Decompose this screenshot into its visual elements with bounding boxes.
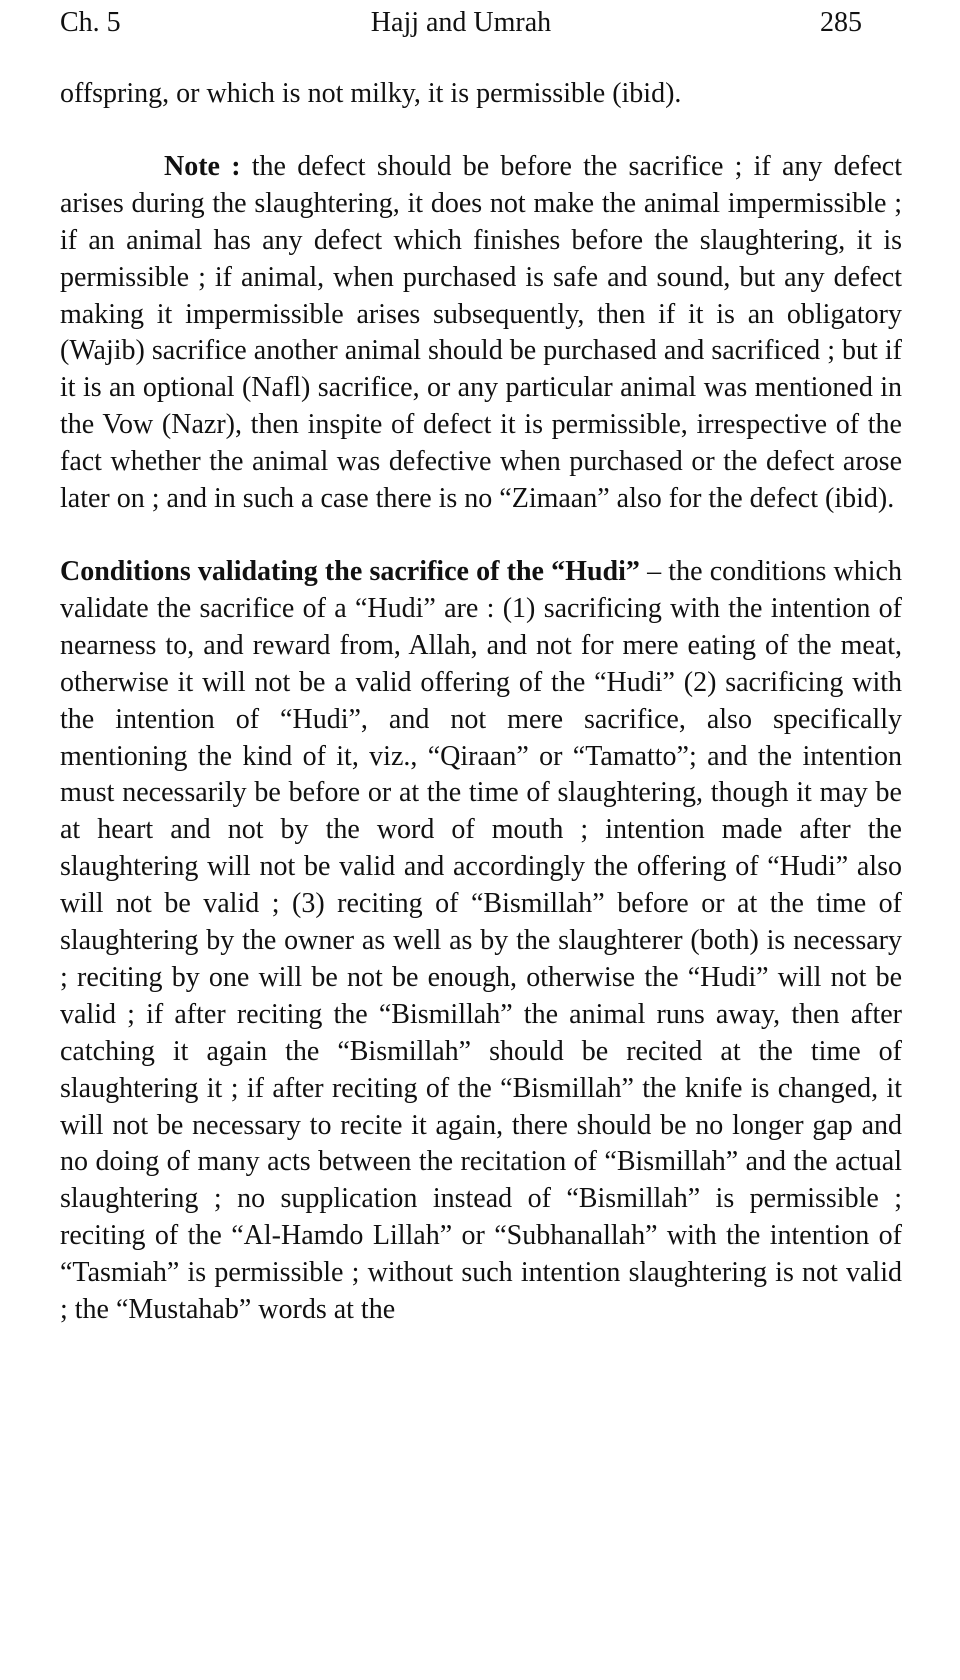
note-label: Note : bbox=[164, 150, 241, 182]
running-title: Hajj and Umrah bbox=[370, 7, 552, 38]
chapter-label: Ch. 5 bbox=[60, 7, 121, 38]
continued-paragraph bbox=[60, 76, 902, 113]
continued-paragraph-text: offspring, or which is not milky, it is permissible (ibid). bbox=[60, 78, 682, 109]
note-paragraph bbox=[60, 149, 902, 518]
page-number: 285 bbox=[820, 7, 862, 38]
running-header bbox=[60, 6, 862, 40]
conditions-paragraph bbox=[60, 554, 902, 1329]
conditions-heading: Conditions validating the sacrifice of the “Hudi” bbox=[60, 555, 640, 587]
page-body bbox=[60, 76, 902, 1329]
note-text: the defect should be before the sacrifice ; if any defect arises during the slaughtering, it does not make the animal impermissible ; if an animal has any defect which finishes before the slaughtering, it is permissible ; if animal, when purchased is safe and sound, but any defect making it impermissible arises subsequently, then if it is an obligatory (Wajib) sacrifice another animal should be purchased and sacrificed ; but if it is an optional (Nafl) sacrifice, or any particular animal was mentioned in the Vow (Nazr), then inspite of defect it is permissible, irrespective of the fact whether the animal was defective when purchased or the defect arose later on ; and in such a case there is no “Zimaan” also for the defect (ibid). bbox=[60, 150, 903, 515]
conditions-text: – the conditions which validate the sacrifice of a “Hudi” are : (1) sacrificing with the intention of nearness to, and reward from, Allah, and not for mere eating of the meat, otherwise it will not be a valid offering of the “Hudi” (2) sacrificing with the intention of “Hudi”, and not mere sacrifice, also specifically mentioning the kind of it, viz., “Qiraan” or “Tamatto”; and the intention must necessarily be before or at the time of slaughtering, though it may be at heart and not by the word of mouth ; intention made after the slaughtering will not be valid and accordingly the offering of “Hudi” also will not be valid ; (3) reciting of “Bismillah” before or at the time of slaughtering by the owner as well as by the slaughterer (both) is necessary ; reciting by one will be not be enough, otherwise the “Hudi” will not be valid ; if after reciting the “Bismillah” the animal runs away, then after catching it again the “Bismillah” should be recited at the time of slaughtering it ; if after reciting of the “Bismillah” the knife is changed, it will not be necessary to recite it again, there should be no longer gap and no doing of many acts between the recitation of “Bismillah” and the actual slaughtering ; no supplication instead of “Bismillah” is permissible ; reciting of the “Al-Hamdo Lillah” or “Subhanallah” with the intention of “Tasmiah” is permissible ; without such intention slaughtering is not valid ; the “Mustahab” words at the bbox=[60, 555, 902, 1326]
